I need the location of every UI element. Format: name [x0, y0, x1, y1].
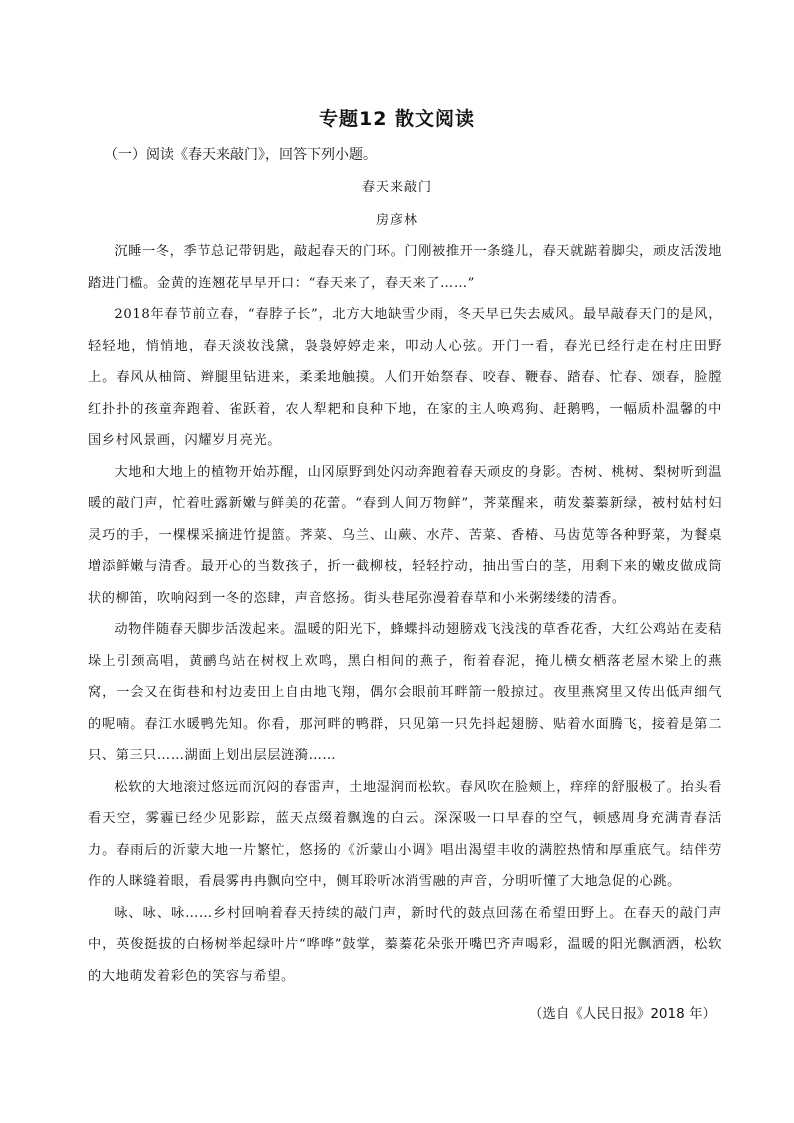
- paragraph-5: 松软的大地滚过悠远而沉闷的春雷声，土地湿润而松软。春风吹在脸颊上，痒痒的舒服极了。抬头看看天空，雾霾已经少见影踪，蓝天点缀着飘逸的白云。深深吸一口早春的空气，顿感周身充满青春活力。春雨后的沂蒙大地一片繁忙，悠扬的《沂蒙山小调》唱出渴望丰收的满腔热情和厚重底气。结伴劳作的人眯缝着眼，看晨雾冉冉飘向空中，侧耳聆听冰消雪融的声音，分明听懂了大地急促的心跳。: [88, 779, 722, 889]
- article-title: 春天来敲门: [361, 180, 432, 195]
- paragraph-3: 大地和大地上的植物开始苏醒，山冈原野到处闪动奔跑着春天顽皮的身影。杏树、桃树、梨树听到温暖的敲门声，忙着吐露新嫩与鲜美的花蕾。“春到人间万物鲜”，荠菜醒来，萌发蓁蓁新绿，被村姑村妇灵巧的手，一棵棵采摘进竹提篮。荠菜、乌兰、山蕨、水芹、苦菜、香椿、马齿苋等各种野菜，为餐桌增添鲜嫩与清香。最开心的当数孩子，折一截柳枝，轻轻拧动，抽出雪白的茎，用剩下来的嫩皮做成筒状的柳笛，吹响闷到一冬的恣肆，声音悠扬。街头巷尾弥漫着春草和小米粥缕缕的清香。: [88, 464, 722, 606]
- page-title: 专题12 散文阅读: [318, 108, 476, 130]
- reading-instruction: （一）阅读《春天来敲门》，回答下列小题。: [104, 147, 377, 163]
- paragraph-4: 动物伴随春天脚步活泼起来。温暖的阳光下，蜂蝶抖动翅膀戏飞浅浅的草香花香，大红公鸡站在麦秸垛上引颈高唱，黄鹂鸟站在树杈上欢鸣，黑白相间的燕子，衔着春泥，掩儿横女栖落老屋木梁上的燕窝，一会又在街巷和村边麦田上自由地飞翔，偶尔会眼前耳畔箭一般掠过。夜里燕窝里又传出低声细气的呢喃。春江水暖鸭先知。你看，那河畔的鸭群，只见第一只先抖起翅膀、贴着水面腾飞，接着是第二只、第三只……湖面上划出层层涟漪……: [88, 622, 722, 763]
- article-author: 房彦林: [375, 213, 418, 228]
- article-body: [88, 236, 722, 992]
- paragraph-2: 2018年春节前立春，“春脖子长”，北方大地缺雪少雨，冬天早已失去威风。最早敲春天门的是风，轻轻地，悄悄地，春天淡妆浅黛，袅袅婷婷走来，叩动人心弦。开门一看，春光已经行走在村庄田野上。春风从柚筒、辫腿里钻进来，柔柔地触摸。人们开始祭春、咬春、鞭春、踏春、忙春、颂春，脸膛红扑扑的孩童奔跑着、雀跃着，农人犁耙和良种下地，在家的主人唤鸡狗、赶鹅鸭，一幅质朴温馨的中国乡村风景画，闪耀岁月亮光。: [88, 307, 722, 448]
- article-source: （选自《人民日报》2018 年）: [528, 1006, 716, 1022]
- paragraph-6: 咏、咏、咏……乡村回响着春天持续的敲门声，新时代的鼓点回荡在希望田野上。在春天的敲门声中，英俊挺拔的白杨树举起绿叶片“哗哗”鼓掌，蓁蓁花朵张开嘴巴齐声喝彩，温暖的阳光飘洒洒，松软的大地萌发着彩色的笑容与希望。: [88, 905, 722, 984]
- paragraph-1: 沉睡一冬，季节总记带钥匙，敲起春天的门环。门刚被推开一条缝儿，春天就踮着脚尖，顽皮活泼地踏进门槛。金黄的连翘花早早开口：“春天来了，春天来了……”: [88, 244, 722, 291]
